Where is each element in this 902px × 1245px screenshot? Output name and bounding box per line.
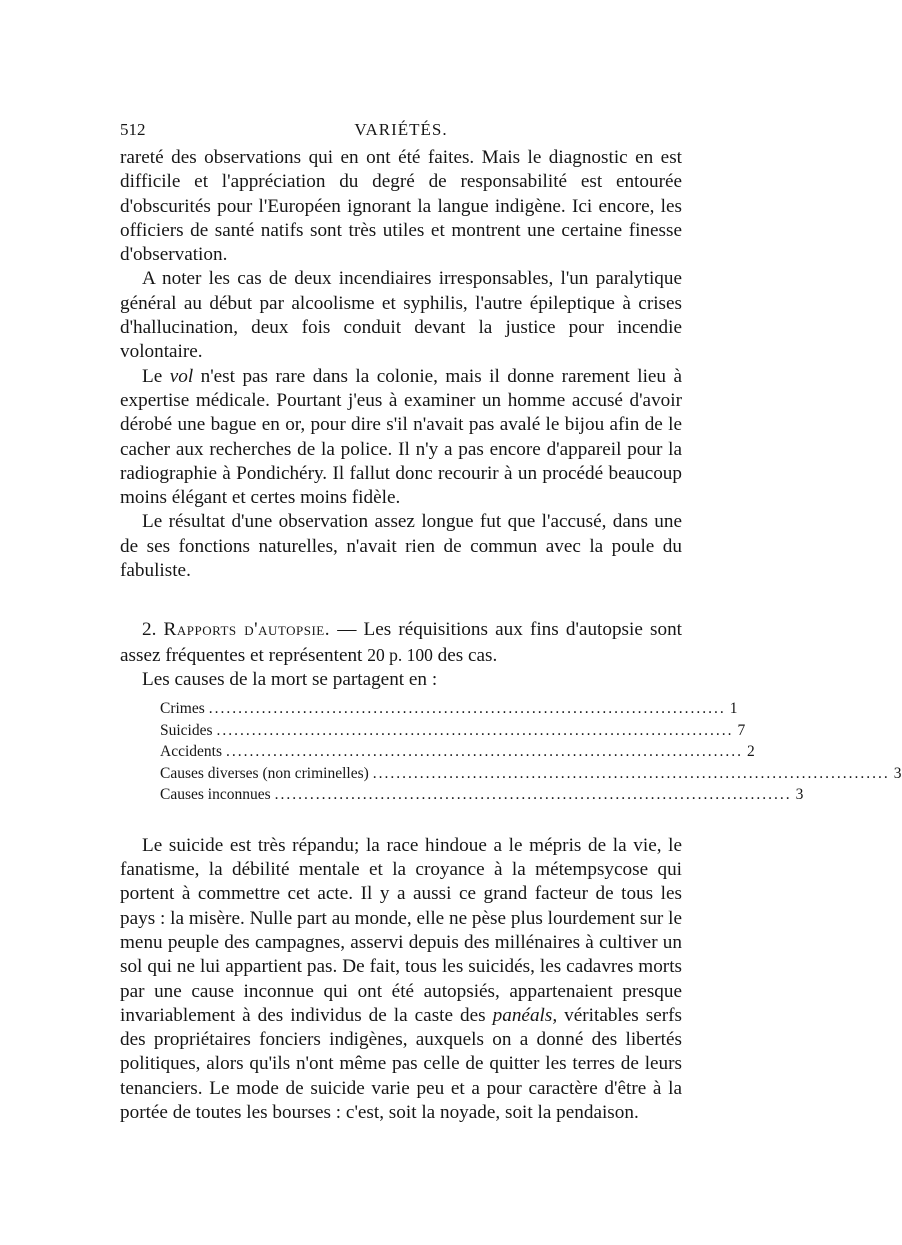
leader-dots: ........................................................................................ [225, 743, 743, 761]
causes-table [160, 698, 902, 806]
section-text-end: des cas. [432, 644, 498, 666]
paragraph-5-rest: véritables serfs des propriétaires fonciers indigènes, auxquels on a donné des libertés politiques, alors qu'ils n'ont même pas celle de quitter les terres de leurs tenanciers. Le mode de suicide varie peu et a pour caractère d'être à la portée de toutes les bourses : c'est, soit la noyade, soit la pendaison. [120, 1004, 682, 1123]
running-title: VARIÉTÉS. [354, 120, 448, 139]
paragraph-2: A noter les cas de deux incendiaires irresponsables, l'un paralytique général au début par alcoolisme et syphilis, l'autre épileptique à crises d'hallucination, deux fois conduit devant la justice pour incendie volontaire. [120, 268, 682, 363]
leader-dots: ........................................................................................ [372, 764, 890, 782]
section-dash: — [330, 619, 364, 641]
cause-count: 7 [737, 721, 746, 739]
running-head [120, 108, 682, 138]
cause-count: 2 [746, 743, 755, 761]
section-heading: Rapports d'autopsie. [163, 619, 331, 641]
paragraph-3-rest: n'est pas rare dans la colonie, mais il donne rarement lieu à expertise médicale. Pourtant j'eus à examiner un homme accusé d'avoir dérobé une bague en or, pour dire s'il n'avait pas avalé le bijou afin de le cacher aux recherches de la police. Il n'y a pas encore d'appareil pour la radiographie à Pondichéry. Il fallut donc recourir à un procédé beaucoup moins élégant et certes moins fidèle. [120, 365, 682, 509]
paragraph-3-start: Le [142, 365, 170, 387]
cause-label: Crimes [160, 700, 205, 718]
paragraph-5-italic: panéals, [492, 1004, 558, 1026]
section-figure: 20 p. 100 [367, 644, 433, 665]
section-text-start: Les réquisitions aux fins d'autopsie sont assez fréquentes et représentent [120, 619, 683, 666]
leader-dots: ........................................................................................ [208, 700, 726, 718]
paragraph-5 [120, 834, 682, 1126]
leader-dots: ........................................................................................ [274, 786, 792, 804]
section-2-paragraph [120, 618, 682, 668]
paragraph-4: Le résultat d'une observation assez longue fut que l'accusé, dans une de ses fonctions naturelles, n'avait rien de commun avec la poule du fabuliste. [120, 511, 682, 582]
cause-label: Accidents [160, 743, 222, 761]
cause-label: Causes diverses (non criminelles) [160, 764, 369, 782]
cause-count: 3 [893, 764, 902, 782]
paragraph-3 [120, 365, 682, 511]
cause-label: Suicides [160, 721, 213, 739]
page-number: 512 [120, 120, 146, 139]
page [120, 108, 902, 1125]
causes-row [160, 741, 755, 763]
cause-count: 1 [729, 700, 738, 718]
paragraph-3-italic: vol [169, 365, 194, 387]
causes-intro: Les causes de la mort se partagent en : [142, 668, 438, 690]
causes-row [160, 784, 804, 806]
paragraph-1: rareté des observations qui en ont été faites. Mais le diagnostic en est difficile et l'appréciation du degré de responsabilité est entourée d'obscurités pour l'Européen ignorant la langue indigène. Ici encore, les officiers de santé natifs sont très utiles et montrent une certaine finesse d'observation. [120, 147, 682, 266]
cause-count: 3 [795, 786, 804, 804]
leader-dots: ........................................................................................ [216, 721, 734, 739]
paragraph-5-start: Le suicide est très répandu; la race hindoue a le mépris de la vie, le fanatisme, la débilité mentale et la croyance à la métempsycose qui portent à commettre cet acte. Il y a aussi ce grand facteur de tous les pays : la misère. Nulle part au monde, elle ne pèse plus lourdement sur le menu peuple des campagnes, asservi depuis des millénaires à cultiver un sol qui ne lui appartient pas. De fait, tous les suicidés, les cadavres morts par une cause inconnue qui ont été autopsiés, appartenaient presque invariablement à des individus de la caste des [120, 834, 682, 1026]
causes-row [160, 698, 738, 720]
causes-row [160, 720, 746, 742]
section-number: 2. [142, 619, 157, 641]
causes-row [160, 763, 902, 785]
cause-label: Causes inconnues [160, 786, 271, 804]
